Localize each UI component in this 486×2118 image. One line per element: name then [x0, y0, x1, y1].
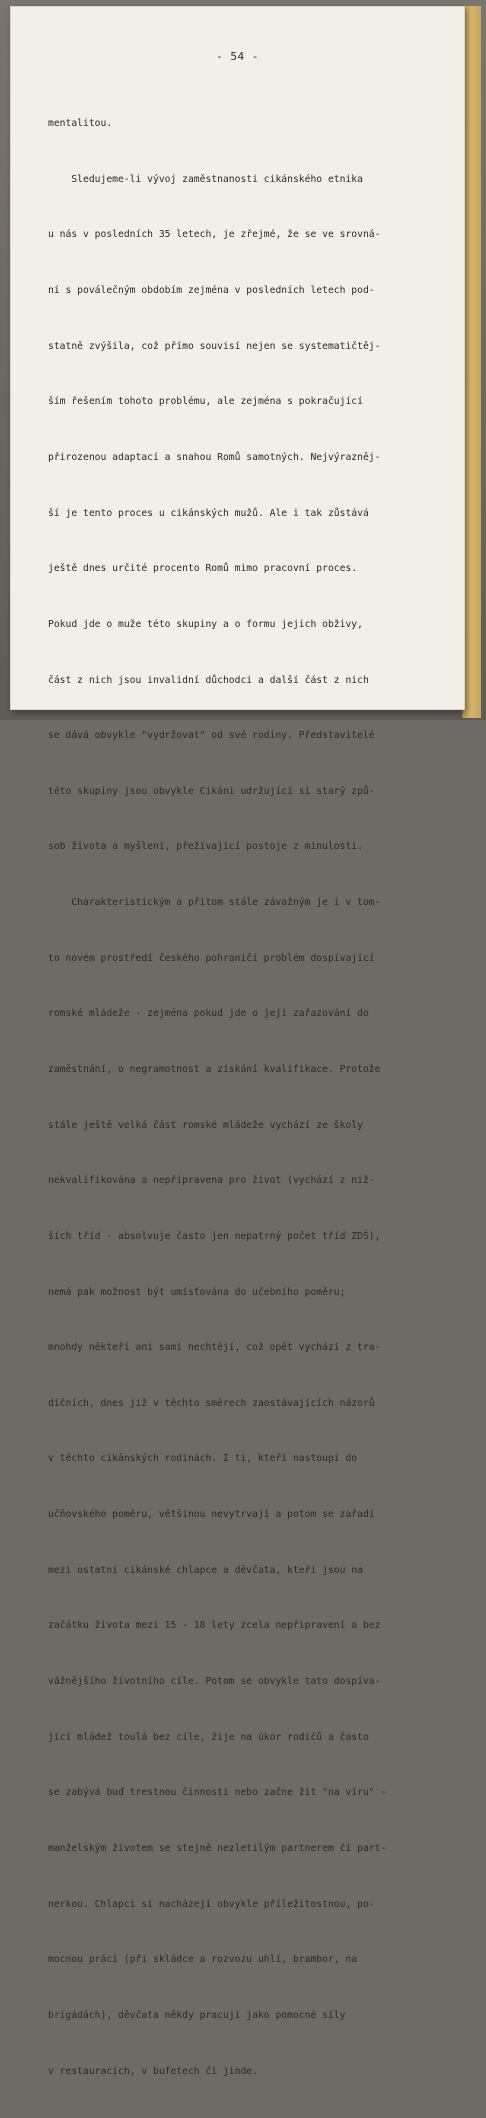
text-line: ještě dnes určité procento Romů mimo pracovní proces.: [48, 563, 358, 575]
text-line: mocnou práci (při skládce a rozvozu uhlí, brambor, na: [48, 1954, 358, 1966]
text-line: v restauracích, v bufetech či jinde.: [48, 2065, 258, 2077]
text-line: učňovského poměru, většinou nevytrvají a potom se zařadí: [48, 1509, 375, 1521]
text-line: vážnějšího životního cíle. Potom se obvykle tato dospíva-: [48, 1676, 381, 1688]
text-line: statně zvýšila, což přímo souvisí nejen se systematičtěj-: [48, 340, 381, 352]
text-line: nemá pak možnost být umísťována do učebního poměru;: [48, 1286, 346, 1298]
text-line: to novém prostředí českého pohraničí problém dospívající: [48, 952, 375, 964]
text-line: zaměstnání, o negramotnost a získání kvalifikace. Protože: [48, 1063, 381, 1075]
text-line: Charakteristickým a přitom stále závažným je i v tom-: [48, 897, 381, 909]
text-line: ším řešením tohoto problému, ale zejména s pokračující: [48, 396, 363, 408]
text-line: u nás v posledních 35 letech, je zřejmé, že se ve srovná-: [48, 229, 381, 241]
text-line: začátku života mezi 15 - 18 lety zcela nepřipravení a bez: [48, 1620, 381, 1632]
text-line: v těchto cikánských rodinách. I ti, kteří nastoupí do: [48, 1453, 358, 1465]
text-line: jící mládež toulá bez cíle, žije na úkor rodičů a často: [48, 1731, 369, 1743]
text-line: stále ještě velká část romské mládeže vychází ze školy: [48, 1119, 363, 1131]
text-line: této skupiny jsou obvykle Cikáni udržující si starý způ-: [48, 785, 375, 797]
text-line: brigádách), děvčata někdy pracují jako pomocné síly: [48, 2009, 346, 2021]
text-line: mnohdy někteří ani sami nechtějí, což opět vychází z tra-: [48, 1342, 381, 1354]
text-line: ší je tento proces u cikánských mužů. Ale i tak zůstává: [48, 507, 369, 519]
text-line: mezi ostatní cikánské chlapce a děvčata, kteří jsou na: [48, 1564, 363, 1576]
text-line: přirozenou adaptací a snahou Romů samotných. Nejvýrazněj-: [48, 451, 381, 463]
text-line: ní s poválečným obdobím zejména v posledních letech pod-: [48, 285, 375, 297]
text-line: nekvalifikována a nepřipravena pro život (vychází z niž-: [48, 1175, 375, 1187]
text-line: nerkou. Chlapci si nacházejí obvykle příležitostnou, po-: [48, 1898, 375, 1910]
text-line: manželským životem se stejně nezletilým partnerem či part-: [48, 1842, 387, 1854]
text-line: Sledujeme-li vývoj zaměstnanosti cikánského etnika: [48, 173, 363, 185]
text-line: romské mládeže - zejména pokud jde o její zařazování do: [48, 1008, 369, 1020]
text-line: část z nich jsou invalidní důchodci a další část z nich: [48, 674, 369, 686]
text-line: ších tříd - absolvuje často jen nepatrný počet tříd ZDŠ),: [48, 1230, 381, 1242]
text-line: se zabývá buď trestnou činností nebo začne žít "na víru" -: [48, 1787, 387, 1799]
document-page: [10, 6, 465, 2077]
page-number: - 54 -: [216, 50, 259, 63]
text-line: dičních, dnes již v těchto směrech zaostávajících názorů: [48, 1397, 375, 1409]
text-line: mentalitou.: [48, 118, 113, 130]
body-text: [48, 78, 443, 2118]
text-line: se dává obvykle "vydržovat" od své rodiny. Představitelé: [48, 730, 375, 742]
text-line: sob života a myšlení, přežívající postoje z minulosti.: [48, 841, 363, 853]
text-line: Pokud jde o muže této skupiny a o formu jejich obživy,: [48, 618, 363, 630]
